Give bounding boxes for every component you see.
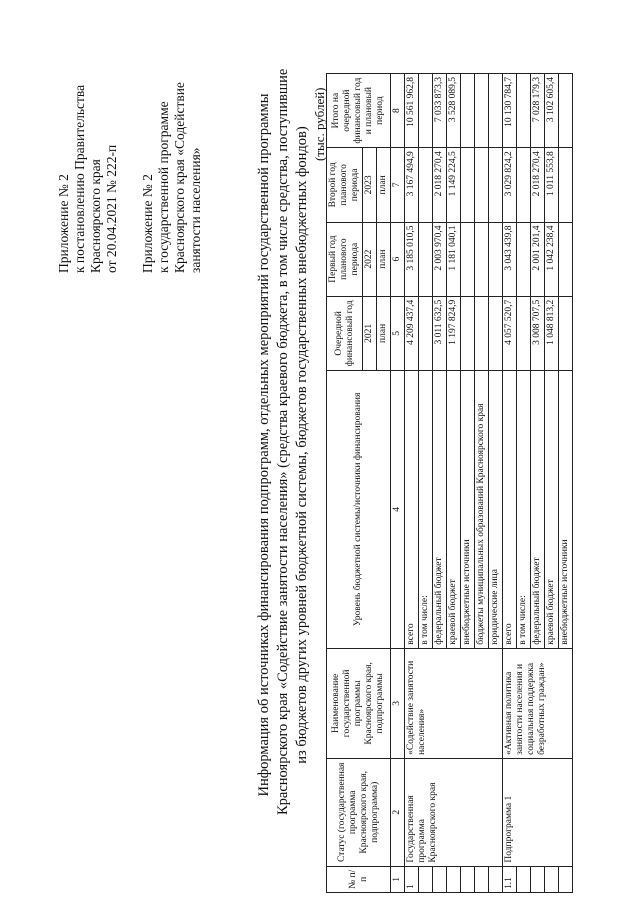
row-level-cell: внебюджетные источники [461,370,475,648]
row-value-cell: 3 008 707,5 [531,296,545,370]
row-value-cell [517,148,531,222]
row-value-cell [559,148,573,222]
row-num-cell [433,866,447,892]
col-header-level: Уровень бюджетной системы/источники финансирования [327,370,391,648]
row-value-cell: 2 001 201,4 [531,222,545,296]
row-value-cell: 3 029 824,2 [503,148,517,222]
row-num-cell [531,866,545,892]
row-total-cell: 3 528 089,5 [447,74,461,148]
row-value-cell [461,222,475,296]
column-index: 1 [391,866,405,892]
table-body [405,74,573,893]
row-level-cell: в том числе: [517,370,531,648]
row-value-cell [517,222,531,296]
row-level-cell: всего [405,370,419,648]
column-index: 2 [391,758,405,866]
approval-line: Красноярского края [88,159,103,273]
row-value-cell: 1 149 224,5 [447,148,461,222]
row-value-cell: 3 167 494,9 [405,148,419,222]
row-value-cell [475,222,489,296]
row-value-cell [419,222,433,296]
row-total-cell: 10 561 962,8 [405,74,419,148]
approval-stamp [56,13,224,273]
row-total-cell [489,74,503,148]
column-index: 8 [391,74,405,148]
approval-block-program [140,13,204,273]
units-label: (тыс. рублей) [312,87,327,161]
row-num-cell [489,866,503,892]
row-level-cell: в том числе: [419,370,433,648]
row-value-cell: 2 003 970,4 [433,222,447,296]
plan-cell: план [377,148,391,222]
plan-cell: план [377,222,391,296]
row-num-cell: 1 [405,866,419,892]
column-index: 4 [391,370,405,648]
row-num-cell [419,866,433,892]
col-header-year2: Первый год планового периода [327,222,363,296]
row-value-cell: 1 048 813,2 [545,296,559,370]
row-value-cell: 4 057 520,7 [503,296,517,370]
row-value-cell [475,148,489,222]
approval-line: занятости населения» [188,147,203,273]
row-num-cell [475,866,489,892]
row-value-cell [559,296,573,370]
approval-line: к государственной программе [156,101,171,273]
row-value-cell: 3 011 632,5 [433,296,447,370]
row-total-cell: 7 028 179,3 [531,74,545,148]
document-title [255,68,312,815]
row-level-cell: федеральный бюджет [433,370,447,648]
col-header-name: Наименование государственной программы Красноярского края, подпрограммы [327,648,391,758]
row-num-cell: 1.1 [503,866,517,892]
approval-line: к постановлению Правительства [72,84,87,273]
row-level-cell: юридические лица [489,370,503,648]
row-num-cell [461,866,475,892]
row-value-cell: 2 018 270,4 [433,148,447,222]
row-total-cell [461,74,475,148]
table-header [327,74,405,893]
row-name-cell: «Содействие занятости населения» [405,648,503,758]
row-level-cell: федеральный бюджет [531,370,545,648]
row-value-cell: 1 042 238,4 [545,222,559,296]
plan-cell: план [377,296,391,370]
row-total-cell [419,74,433,148]
row-value-cell [419,296,433,370]
col-header-year1: Очередной финансовый год [327,296,363,370]
row-status-cell: Государственная программа Красноярского края [405,758,503,866]
funding-table [326,73,573,893]
row-total-cell [559,74,573,148]
col-header-year3: Второй год планового периода [327,148,363,222]
row-value-cell: 1 011 553,8 [545,148,559,222]
row-num-cell [447,866,461,892]
row-num-cell [517,866,531,892]
row-num-cell [545,866,559,892]
row-num-cell [559,866,573,892]
row-value-cell: 1 197 824,9 [447,296,461,370]
table-row [405,74,419,893]
approval-line: Приложение № 2 [56,174,71,273]
row-value-cell [461,148,475,222]
row-value-cell: 4 209 437,4 [405,296,419,370]
row-total-cell: 3 102 605,4 [545,74,559,148]
table-row [503,74,517,893]
title-line: Информация об источниках финансирования подпрограмм, отдельных мероприятий государственной программы [256,93,272,797]
row-value-cell: 3 043 439,8 [503,222,517,296]
column-index: 3 [391,648,405,758]
row-value-cell: 3 185 010,5 [405,222,419,296]
title-line: Красноярского края «Содействие занятости населения» (средства краевого бюджета, в том числе средства, поступившие [275,68,291,815]
row-value-cell [489,296,503,370]
approval-line: Красноярского края «Содействие [172,82,187,273]
row-value-cell [559,222,573,296]
row-value-cell [489,148,503,222]
column-index: 6 [391,222,405,296]
year-cell: 2023 [363,148,377,222]
row-total-cell [475,74,489,148]
col-header-num: № п/п [327,866,391,892]
title-line: из бюджетов других уровней бюджетной системы, бюджетов государственных внебюджетных фондов) [294,126,310,764]
column-index-row [391,74,405,893]
year-cell: 2022 [363,222,377,296]
row-level-cell: всего [503,370,517,648]
row-level-cell: бюджеты муниципальных образований Красноярского края [475,370,489,648]
row-total-cell: 7 033 873,3 [433,74,447,148]
row-value-cell [419,148,433,222]
row-value-cell: 2 018 270,4 [531,148,545,222]
row-level-cell: краевой бюджет [545,370,559,648]
column-index: 7 [391,148,405,222]
row-value-cell [517,296,531,370]
row-value-cell: 1 181 040,1 [447,222,461,296]
row-level-cell: краевой бюджет [447,370,461,648]
row-status-cell: Подпрограмма 1 [503,758,573,866]
col-header-total: Итого на очередной финансовый год и плановый период [327,74,391,148]
column-index: 5 [391,296,405,370]
approval-block-decree [56,13,120,273]
row-total-cell [517,74,531,148]
col-header-status: Статус (государственная программа Красноярского края, подпрограмма) [327,758,391,866]
row-total-cell: 10 130 784,7 [503,74,517,148]
row-name-cell: «Активная политика занятости населения и социальная поддержка безработных граждан» [503,648,573,758]
row-level-cell: внебюджетные источники [559,370,573,648]
row-value-cell [461,296,475,370]
row-value-cell [489,222,503,296]
row-value-cell [475,296,489,370]
year-cell: 2021 [363,296,377,370]
approval-line: от 20.04.2021 № 222-п [104,144,119,273]
approval-line: Приложение № 2 [140,174,155,273]
